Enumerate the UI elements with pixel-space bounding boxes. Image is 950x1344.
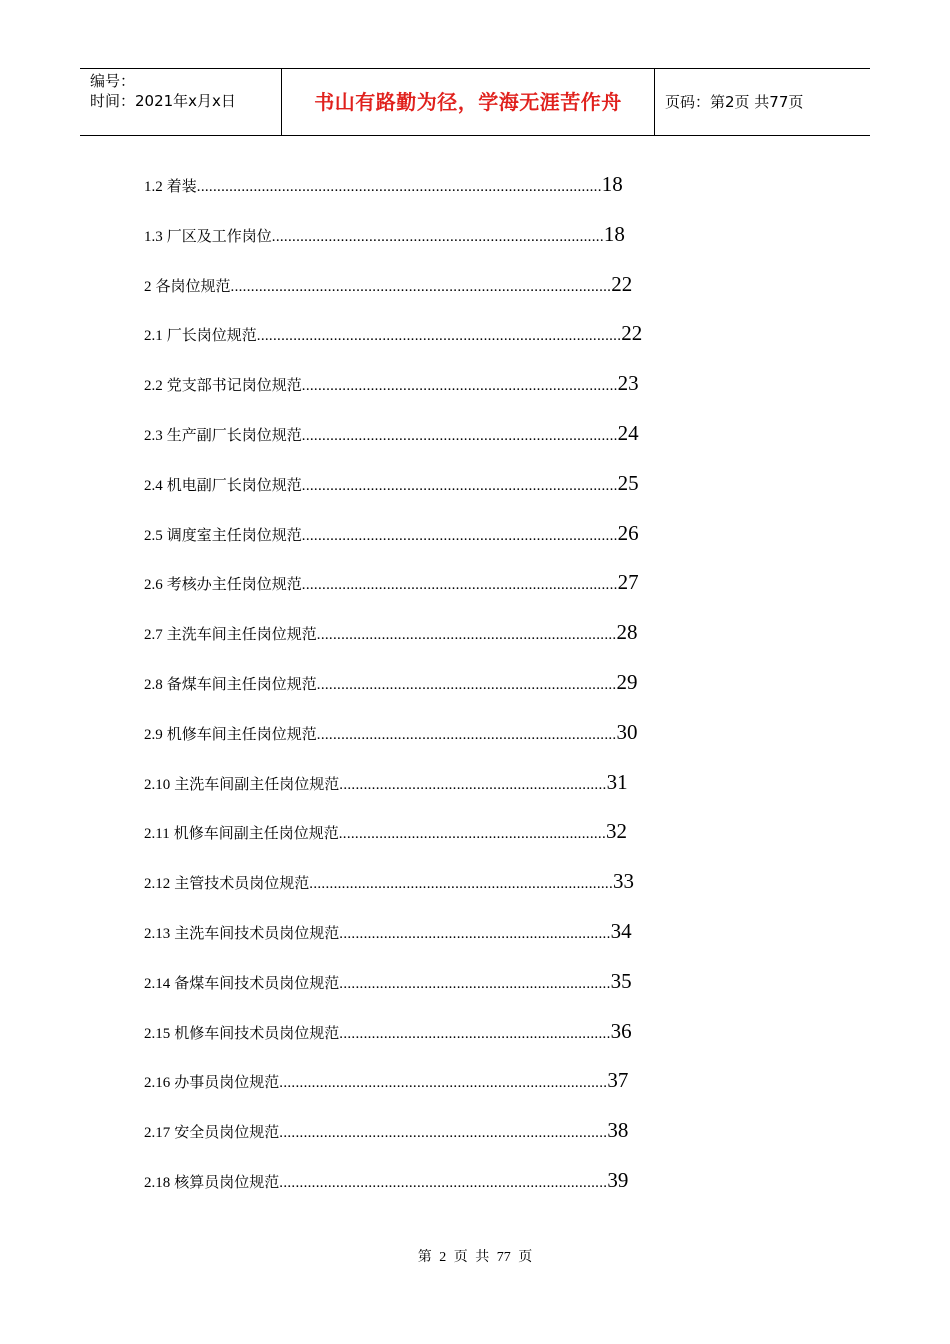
toc-entry-title: 安全员岗位规范 xyxy=(174,1123,280,1142)
toc-entry-number: 2.15 xyxy=(144,1025,171,1042)
toc-line xyxy=(144,770,804,795)
toc-entry-page: 35 xyxy=(610,968,632,993)
toc-line xyxy=(144,172,804,197)
toc-leader-dots: ................................................................... xyxy=(339,975,611,992)
toc-entry-title: 着装 xyxy=(166,177,197,195)
toc-line xyxy=(144,1019,804,1044)
toc-entry-number: 2.8 xyxy=(144,676,163,693)
page-header xyxy=(80,68,870,136)
toc-leader-dots: ................................................................... xyxy=(339,925,611,942)
toc-line xyxy=(144,471,804,496)
toc-entry[interactable] xyxy=(144,566,804,616)
toc-line xyxy=(144,272,804,297)
toc-entry-page: 38 xyxy=(607,1118,629,1143)
toc-entry[interactable] xyxy=(144,716,804,766)
toc-leader-dots: .......................................................................................... xyxy=(256,328,622,345)
toc-entry-title: 各岗位规范 xyxy=(155,276,231,295)
toc-entry-number: 2.10 xyxy=(144,776,171,793)
toc-entry[interactable] xyxy=(144,1064,804,1114)
toc-entry[interactable] xyxy=(144,666,804,716)
toc-entry-number: 1.3 xyxy=(144,228,163,245)
toc-entry-title: 生产副厂长岗位规范 xyxy=(166,425,302,444)
toc-leader-dots: .............................................................................. xyxy=(301,477,618,494)
toc-entry-number: 2.5 xyxy=(144,527,163,544)
toc-entry-title: 机电副厂长岗位规范 xyxy=(166,475,302,494)
toc-leader-dots: ........................................................................... xyxy=(309,876,614,893)
toc-entry-title: 考核办主任岗位规范 xyxy=(166,575,302,594)
toc-entry-page: 32 xyxy=(606,819,628,844)
toc-leader-dots: .......................................................................... xyxy=(316,627,617,644)
document-number-label: 编号： xyxy=(90,72,136,90)
toc-entry-title: 备煤车间主任岗位规范 xyxy=(166,674,317,693)
toc-entry-title: 厂长岗位规范 xyxy=(166,326,257,345)
toc-line xyxy=(144,321,804,346)
toc-entry-number: 2.1 xyxy=(144,328,163,345)
toc-entry-title: 办事员岗位规范 xyxy=(174,1073,280,1092)
toc-entry-title: 主洗车间技术员岗位规范 xyxy=(174,923,340,942)
toc-leader-dots: ................................................................................. xyxy=(279,1174,608,1191)
toc-entry-title: 调度室主任岗位规范 xyxy=(166,525,302,544)
toc-entry[interactable] xyxy=(144,815,804,865)
toc-line xyxy=(144,969,804,994)
toc-entry-title: 核算员岗位规范 xyxy=(174,1172,280,1191)
header-meta xyxy=(80,69,282,135)
toc-entry-number: 2.9 xyxy=(144,726,163,743)
toc-entry-title: 厂区及工作岗位 xyxy=(166,226,272,245)
toc-entry-title: 党支部书记岗位规范 xyxy=(166,376,302,395)
toc-entry[interactable] xyxy=(144,317,804,367)
toc-entry[interactable] xyxy=(144,467,804,517)
toc-entry-page: 22 xyxy=(611,271,633,296)
toc-line xyxy=(144,521,804,546)
toc-line xyxy=(144,720,804,745)
toc-entry[interactable] xyxy=(144,417,804,467)
document-date: 时间：2021年x月x日 xyxy=(90,92,236,110)
toc-entry-page: 26 xyxy=(617,520,639,545)
toc-entry-title: 备煤车间技术员岗位规范 xyxy=(174,973,340,992)
toc-entry-number: 2.4 xyxy=(144,477,163,494)
toc-entry-page: 25 xyxy=(617,470,639,495)
toc-entry-number: 2.17 xyxy=(144,1125,171,1142)
toc-leader-dots: ................................................................................. xyxy=(279,1125,608,1142)
toc-entry[interactable] xyxy=(144,168,804,218)
toc-entry[interactable] xyxy=(144,1114,804,1164)
toc-entry-title: 机修车间副主任岗位规范 xyxy=(173,824,339,843)
toc-entry-number: 2.2 xyxy=(144,378,163,395)
toc-entry[interactable] xyxy=(144,218,804,268)
toc-entry-page: 29 xyxy=(616,669,638,694)
toc-line xyxy=(144,570,804,595)
toc-leader-dots: .......................................................................... xyxy=(316,676,617,693)
toc-entry-page: 23 xyxy=(617,371,639,396)
toc-entry-number: 2.7 xyxy=(144,627,163,644)
toc-entry[interactable] xyxy=(144,915,804,965)
toc-leader-dots: .............................................................................. xyxy=(301,427,618,444)
toc-entry-title: 机修车间技术员岗位规范 xyxy=(174,1023,340,1042)
toc-entry-number: 2.14 xyxy=(144,975,171,992)
toc-entry[interactable] xyxy=(144,517,804,567)
toc-entry-title: 主洗车间副主任岗位规范 xyxy=(174,774,340,793)
table-of-contents xyxy=(144,168,804,1214)
toc-entry-page: 33 xyxy=(613,869,635,894)
toc-entry-title: 机修车间主任岗位规范 xyxy=(166,724,317,743)
toc-entry-page: 34 xyxy=(610,918,632,943)
toc-line xyxy=(144,421,804,446)
toc-leader-dots: .............................................................................................. xyxy=(230,278,612,295)
toc-line xyxy=(144,869,804,894)
toc-entry-page: 24 xyxy=(617,420,639,445)
header-page-info: 页码：第2页 共77页 xyxy=(665,93,804,111)
toc-entry-number: 2.11 xyxy=(144,826,170,843)
toc-leader-dots: .................................................................................. xyxy=(271,228,604,245)
toc-entry[interactable] xyxy=(144,1015,804,1065)
toc-entry-page: 18 xyxy=(603,221,625,246)
toc-leader-dots: .................................................................. xyxy=(338,826,607,843)
toc-leader-dots: .......................................................................... xyxy=(316,726,617,743)
toc-line xyxy=(144,670,804,695)
toc-entry-page: 37 xyxy=(607,1068,629,1093)
toc-leader-dots: ................................................................................. xyxy=(279,1075,608,1092)
header-motto: 书山有路勤为径，学海无涯苦作舟 xyxy=(282,69,655,135)
toc-entry-number: 2.12 xyxy=(144,876,171,893)
page-footer: 第 2 页 共 77 页 xyxy=(417,1250,533,1265)
toc-leader-dots: .................................................................. xyxy=(339,776,607,793)
toc-entry-page: 27 xyxy=(617,570,639,595)
toc-entry-page: 28 xyxy=(616,620,638,645)
toc-entry-page: 22 xyxy=(621,321,643,346)
toc-line xyxy=(144,1168,804,1193)
toc-entry-page: 18 xyxy=(601,172,623,196)
toc-entry-number: 2.6 xyxy=(144,577,163,594)
toc-entry[interactable] xyxy=(144,965,804,1015)
toc-entry-page: 30 xyxy=(616,719,638,744)
toc-entry-page: 31 xyxy=(606,769,628,794)
toc-line xyxy=(144,371,804,396)
toc-entry-title: 主洗车间主任岗位规范 xyxy=(166,625,317,644)
toc-entry[interactable] xyxy=(144,616,804,666)
toc-entry-number: 2 xyxy=(144,278,152,295)
toc-entry[interactable] xyxy=(144,367,804,417)
toc-line xyxy=(144,819,804,844)
toc-entry-page: 36 xyxy=(610,1018,632,1043)
toc-entry[interactable] xyxy=(144,766,804,816)
toc-entry[interactable] xyxy=(144,865,804,915)
toc-leader-dots: .................................................................................................... xyxy=(196,179,602,195)
toc-entry-number: 2.16 xyxy=(144,1075,171,1092)
toc-line xyxy=(144,222,804,247)
toc-leader-dots: .............................................................................. xyxy=(301,527,618,544)
toc-line xyxy=(144,1118,804,1143)
toc-entry[interactable] xyxy=(144,268,804,318)
toc-entry-number: 2.13 xyxy=(144,925,171,942)
toc-entry-title: 主管技术员岗位规范 xyxy=(174,874,310,893)
toc-entry[interactable] xyxy=(144,1164,804,1214)
toc-entry-number: 2.18 xyxy=(144,1174,171,1191)
toc-line xyxy=(144,1068,804,1093)
toc-entry-number: 1.2 xyxy=(144,179,163,195)
toc-leader-dots: .............................................................................. xyxy=(301,378,618,395)
toc-line xyxy=(144,620,804,645)
toc-entry-number: 2.3 xyxy=(144,427,163,444)
toc-entry-page: 39 xyxy=(607,1167,629,1192)
toc-line xyxy=(144,919,804,944)
toc-leader-dots: ................................................................... xyxy=(339,1025,611,1042)
toc-leader-dots: .............................................................................. xyxy=(301,577,618,594)
